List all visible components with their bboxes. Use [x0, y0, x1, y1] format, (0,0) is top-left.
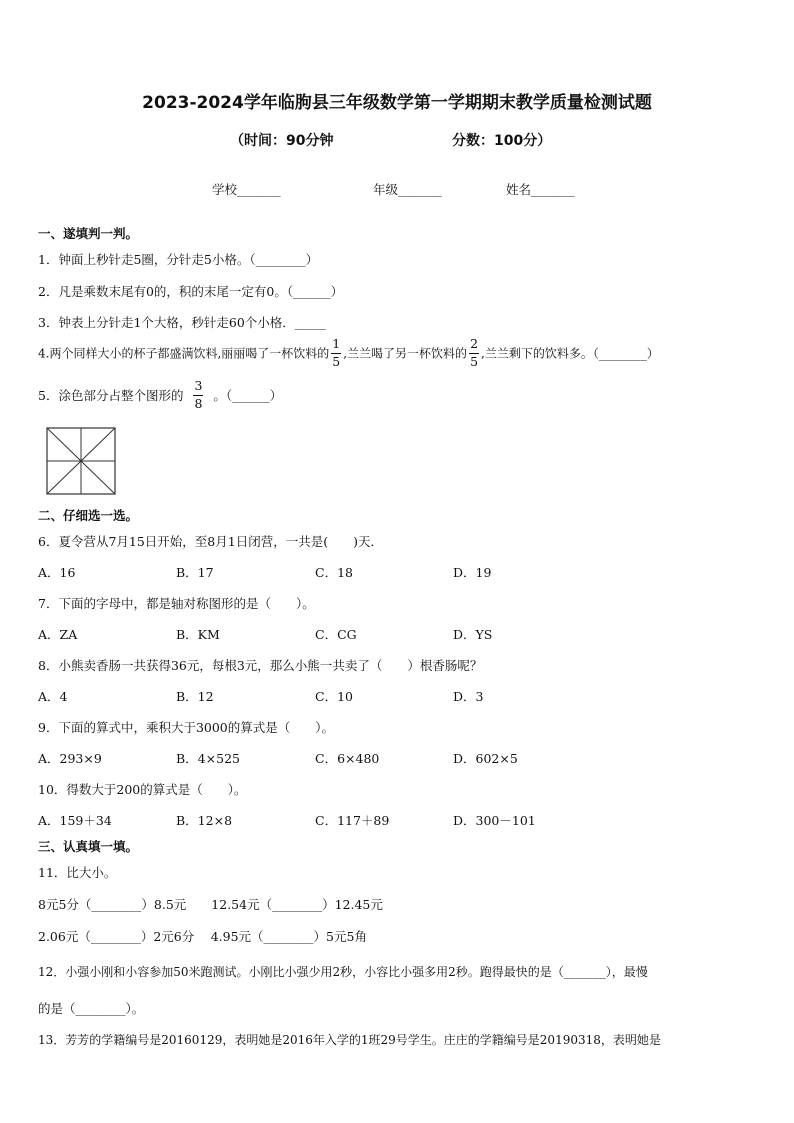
option-c[interactable]: C．CG	[315, 627, 357, 642]
fraction-numerator: 2	[469, 338, 479, 354]
question-9: 9．下面的算式中，乘积大于3000的算式是（ ）。	[38, 720, 335, 735]
option-c[interactable]: C．117＋89	[315, 813, 390, 828]
option-b[interactable]: B．17	[176, 565, 214, 580]
section-heading-1: 一、遂填判一判。	[38, 226, 139, 241]
option-c[interactable]: C．10	[315, 689, 353, 704]
question-2: 2．凡是乘数末尾有0的，积的末尾一定有0。（______）	[38, 284, 344, 299]
time-info: （时间：90分钟	[230, 133, 334, 149]
fraction-denominator: 8	[194, 395, 203, 411]
option-b[interactable]: B．KM	[176, 627, 220, 642]
question-8: 8．小熊卖香肠一共获得36元，每根3元，那么小熊一共卖了（ ）根香肠呢？	[38, 658, 483, 673]
option-a[interactable]: A．159＋34	[38, 813, 112, 828]
page-title: 2023-2024学年临朐县三年级数学第一学期期末教学质量检测试题	[142, 93, 652, 113]
option-d[interactable]: D．300－101	[453, 813, 536, 828]
fraction-numerator: 1	[331, 338, 341, 354]
question-5-text-b: 。（______）	[213, 388, 283, 403]
question-13: 13．芳芳的学籍编号是20160129，表明她是2016年入学的1班29号学生。庄庄的学籍编号是20190318，表明她是	[38, 1033, 661, 1047]
option-d[interactable]: D．19	[453, 565, 492, 580]
option-b[interactable]: B．12	[176, 689, 214, 704]
option-d[interactable]: D．YS	[453, 627, 493, 642]
question-6: 6．夏令营从7月15日开始，至8月1日闭营，一共是( )天．	[38, 534, 383, 549]
section-heading-2: 二、仔细选一选。	[38, 508, 139, 523]
option-d[interactable]: D．602×5	[453, 751, 518, 766]
question-5-text-a: 5．涂色部分占整个图形的	[38, 388, 184, 403]
fraction-denominator: 5	[332, 353, 341, 369]
question-1: 1．钟面上秒针走5圈，分针走5小格。（________）	[38, 252, 319, 267]
option-b[interactable]: B．4×525	[176, 751, 240, 766]
option-b[interactable]: B．12×8	[176, 813, 233, 828]
question-11: 11．比大小。	[38, 865, 117, 880]
question-4	[38, 338, 659, 368]
option-c[interactable]: C．18	[315, 565, 353, 580]
grade-field[interactable]: 年级_______	[373, 182, 442, 197]
question-5	[38, 380, 282, 410]
question-12: 12．小强小刚和小容参加50米跑测试。小刚比小强少用2秒，小容比小强多用2秒。跑得最快的是（_______），最慢	[38, 965, 648, 979]
name-field[interactable]: 姓名_______	[506, 182, 575, 197]
question-4-text-b: ,兰兰喝了另一杯饮料的	[343, 346, 468, 361]
question-3: 3．钟表上分针走1个大格，秒针走60个小格．_____	[38, 315, 327, 330]
question-4-text-a: 4.两个同样大小的杯子都盛满饮料,丽丽喝了一杯饮料的	[38, 346, 330, 361]
option-a[interactable]: A．4	[38, 689, 68, 704]
fraction-two-fifths	[469, 338, 479, 368]
section-heading-3: 三、认真填一填。	[38, 839, 139, 854]
question-11-row-1: 8元5分（________）8.5元 12.54元（________）12.45元	[38, 897, 383, 912]
fraction-three-eighths	[193, 380, 203, 410]
fraction-denominator: 5	[470, 353, 479, 369]
question-10: 10．得数大于200的算式是（ ）。	[38, 782, 247, 797]
option-a[interactable]: A．293×9	[38, 751, 102, 766]
option-a[interactable]: A．16	[38, 565, 76, 580]
fraction-numerator: 3	[193, 380, 203, 396]
question-11-row-2: 2.06元（________）2元6分 4.95元（________）5元5角	[38, 929, 367, 944]
question-12-continuation: 的是（________）。	[38, 1001, 145, 1016]
score-info: 分数：100分）	[452, 133, 552, 149]
divided-square-figure	[46, 427, 116, 495]
option-a[interactable]: A．ZA	[38, 627, 78, 642]
fraction-one-fifth	[331, 338, 341, 368]
option-d[interactable]: D．3	[453, 689, 484, 704]
question-7: 7．下面的字母中，都是轴对称图形的是（ ）。	[38, 596, 315, 611]
option-c[interactable]: C．6×480	[315, 751, 380, 766]
question-4-text-c: ,兰兰剩下的饮料多。（________）	[481, 346, 659, 361]
school-field[interactable]: 学校_______	[212, 182, 281, 197]
